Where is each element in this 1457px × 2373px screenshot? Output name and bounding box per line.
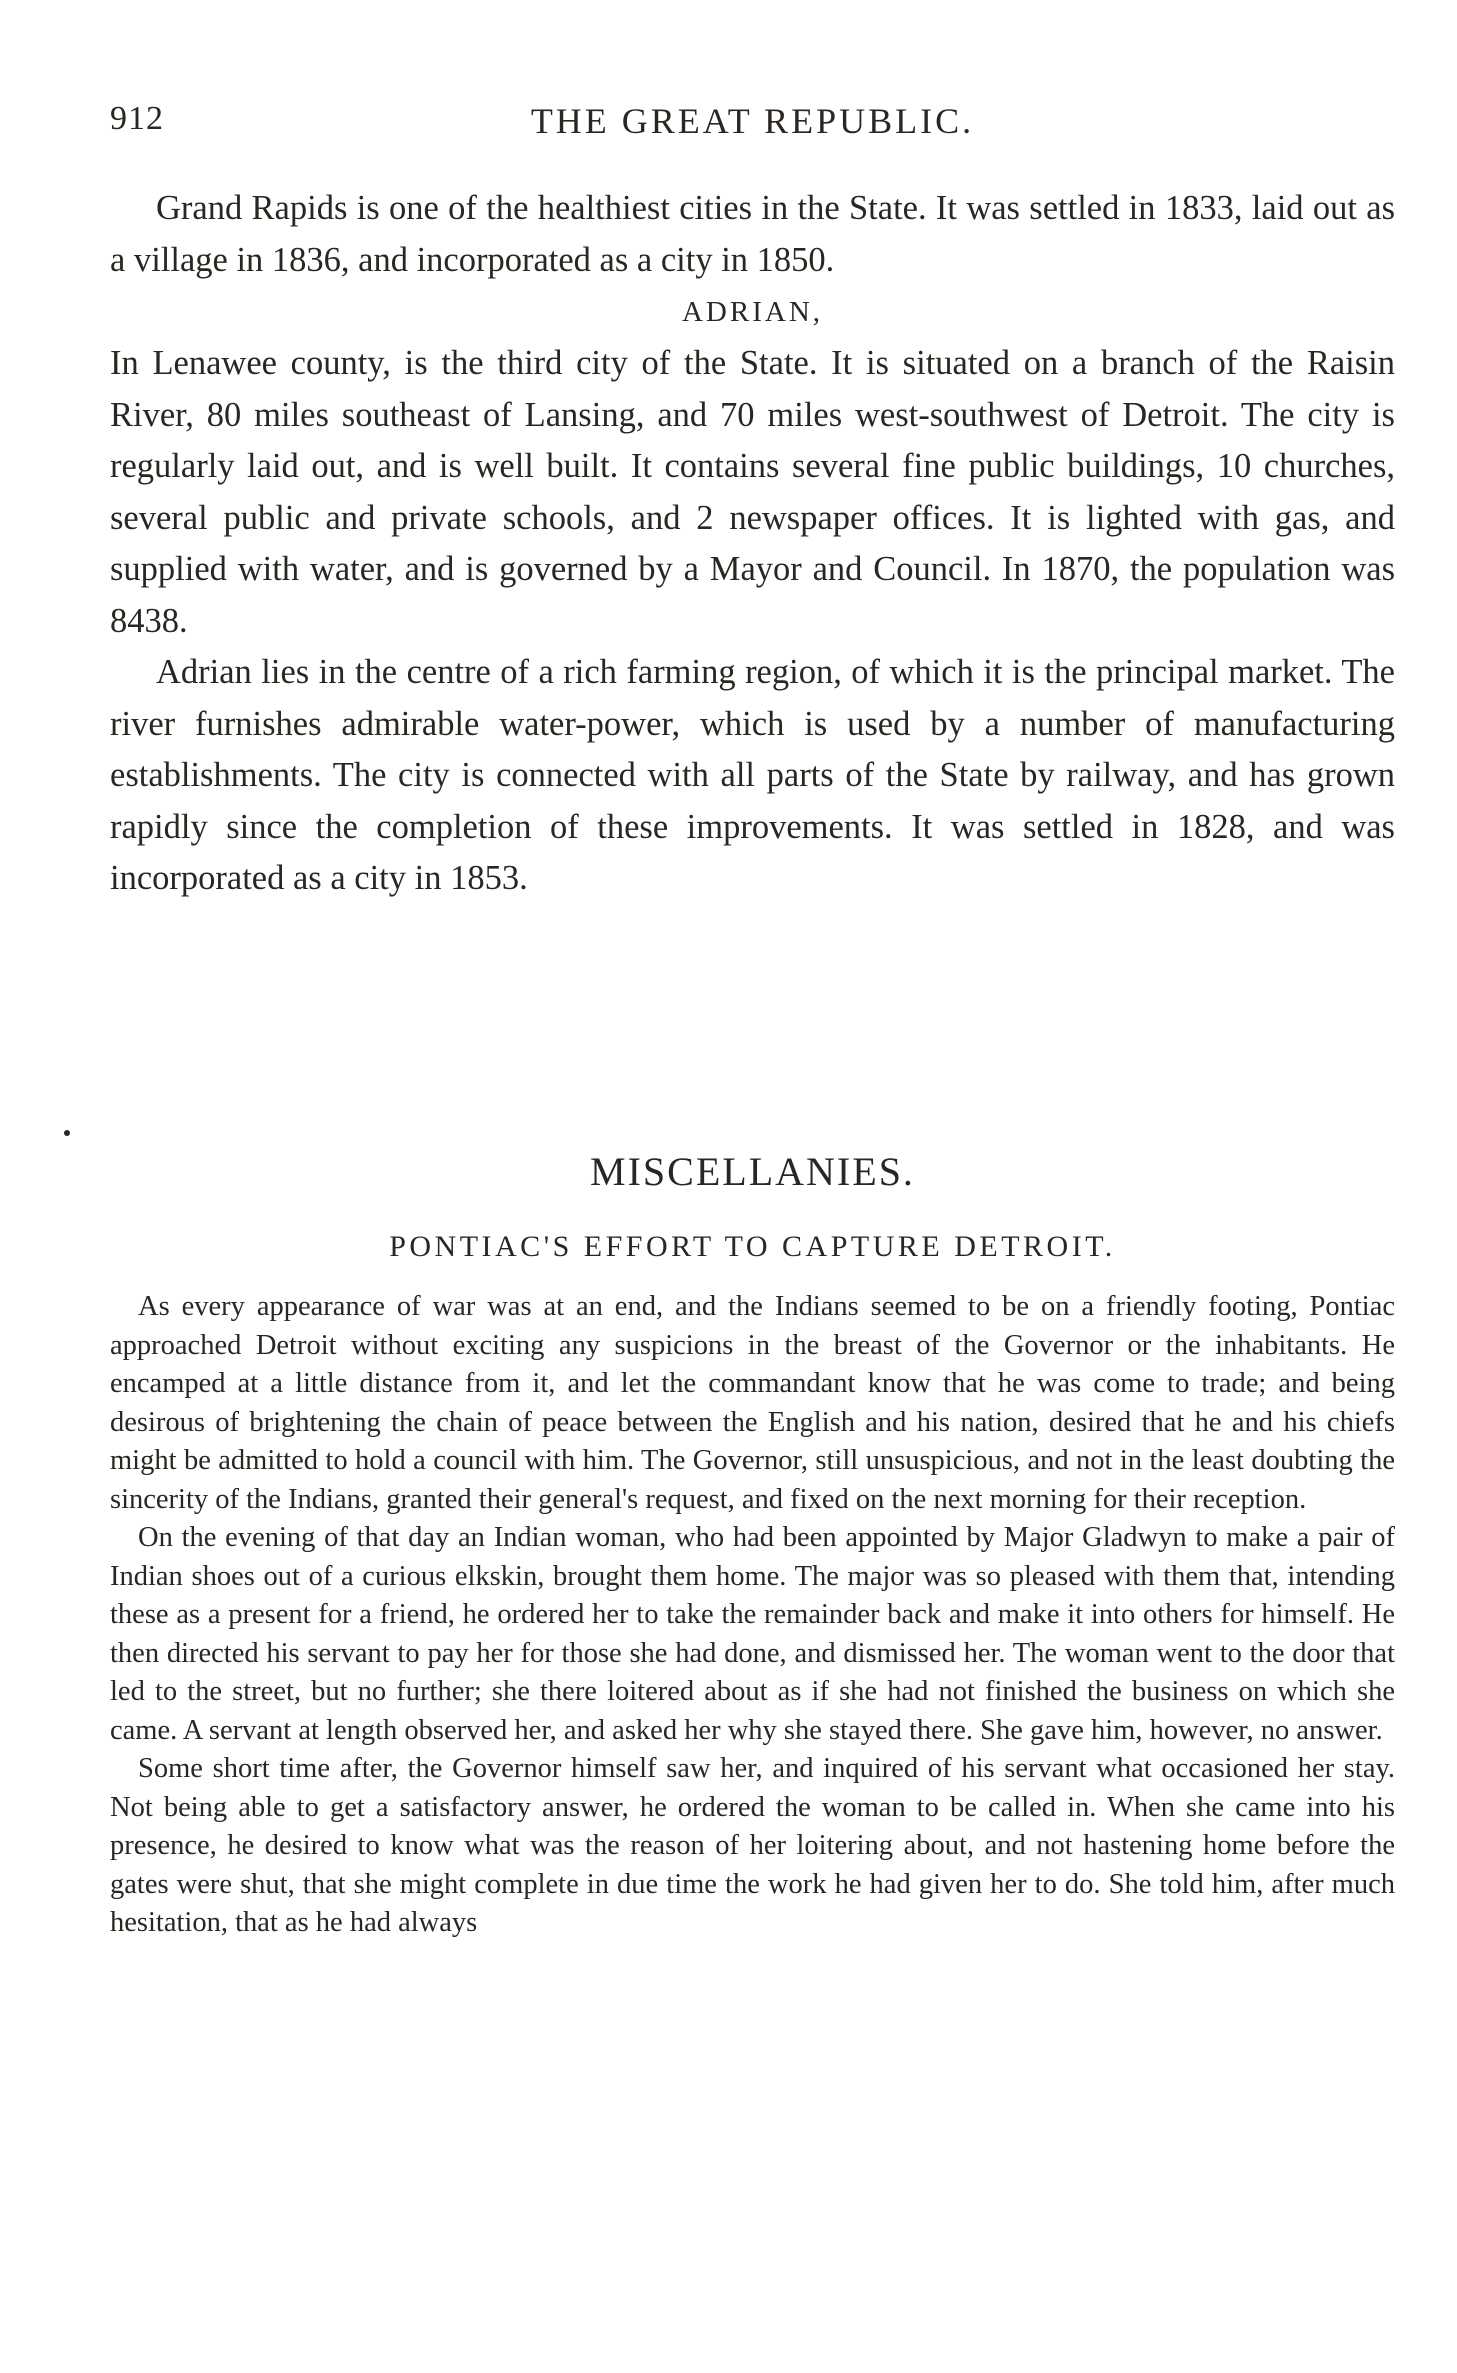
running-title: THE GREAT REPUBLIC. <box>530 101 975 141</box>
grand-rapids-paragraph: Grand Rapids is one of the healthiest cities in the State. It was settled in 1833, laid out as a village in 1836, and incorporated as a city in 1850. <box>110 189 1395 279</box>
adrian-heading: ADRIAN, <box>681 296 824 328</box>
stray-mark <box>64 1130 70 1136</box>
article-paragraph-2: On the evening of that day an Indian woman, who had been appointed by Major Gladwyn to make a pair of Indian shoes out of a curious elkskin, brought them home. The major was so pleased with them that, intending these as a present for a friend, he ordered her to take the remainder back and make it into others for himself. He then directed his servant to pay her for those she had done, and dismissed her. The woman went to the door that led to the street, but no further; she there loitered about as if she had not finished the business on which she came. A servant at length observed her, and asked her why she stayed there. She gave him, however, no answer. <box>110 1522 1395 1746</box>
miscellanies-title: MISCELLANIES. <box>590 1149 915 1194</box>
page-number: 912 <box>110 100 164 137</box>
adrian-paragraph-1: In Lenawee county, is the third city of the State. It is situated on a branch of the Raisin River, 80 miles southeast of Lansing, and 70 miles west-southwest of Detroit. The city is regularly laid out, and is well built. It contains several fine public buildings, 10 churches, several public and private schools, and 2 newspaper offices. It is lighted with gas, and supplied with water, and is governed by a Mayor and Council. In 1870, the population was 8438. <box>110 344 1395 640</box>
article-paragraph-3: Some short time after, the Governor himself saw her, and inquired of his servant what occasioned her stay. Not being able to get a satisfactory answer, he ordered the woman to be called in. When she came into his presence, he desired to know what was the reason of her loitering about, and not hastening home before the gates were shut, that she might complete in due time the work he had given her to do. She told him, after much hesitation, that as he had always <box>110 1753 1395 1938</box>
article-paragraph-1: As every appearance of war was at an end, and the Indians seemed to be on a friendly footing, Pontiac approached Detroit without exciting any suspicions in the breast of the Governor or the inhabitants. He encamped at a little distance from it, and let the commandant know that he was come to trade; and being desirous of brightening the chain of peace between the English and his nation, desired that he and his chiefs might be admitted to hold a council with him. The Governor, still unsuspicious, and not in the least doubting the sincerity of the Indians, granted their general's request, and fixed on the next morning for their reception. <box>110 1291 1395 1515</box>
article-title: PONTIAC'S EFFORT TO CAPTURE DETROIT. <box>389 1230 1116 1263</box>
adrian-paragraph-2: Adrian lies in the centre of a rich farming region, of which it is the principal market. The river furnishes admirable water-power, which is used by a number of manufacturing establishments. The city is connected with all parts of the State by railway, and has grown rapidly since the completion of these improvements. It was settled in 1828, and was incorporated as a city in 1853. <box>110 653 1395 897</box>
article-text-block <box>110 1288 1395 1943</box>
running-head <box>110 100 1395 150</box>
upper-text-block <box>110 183 1395 905</box>
